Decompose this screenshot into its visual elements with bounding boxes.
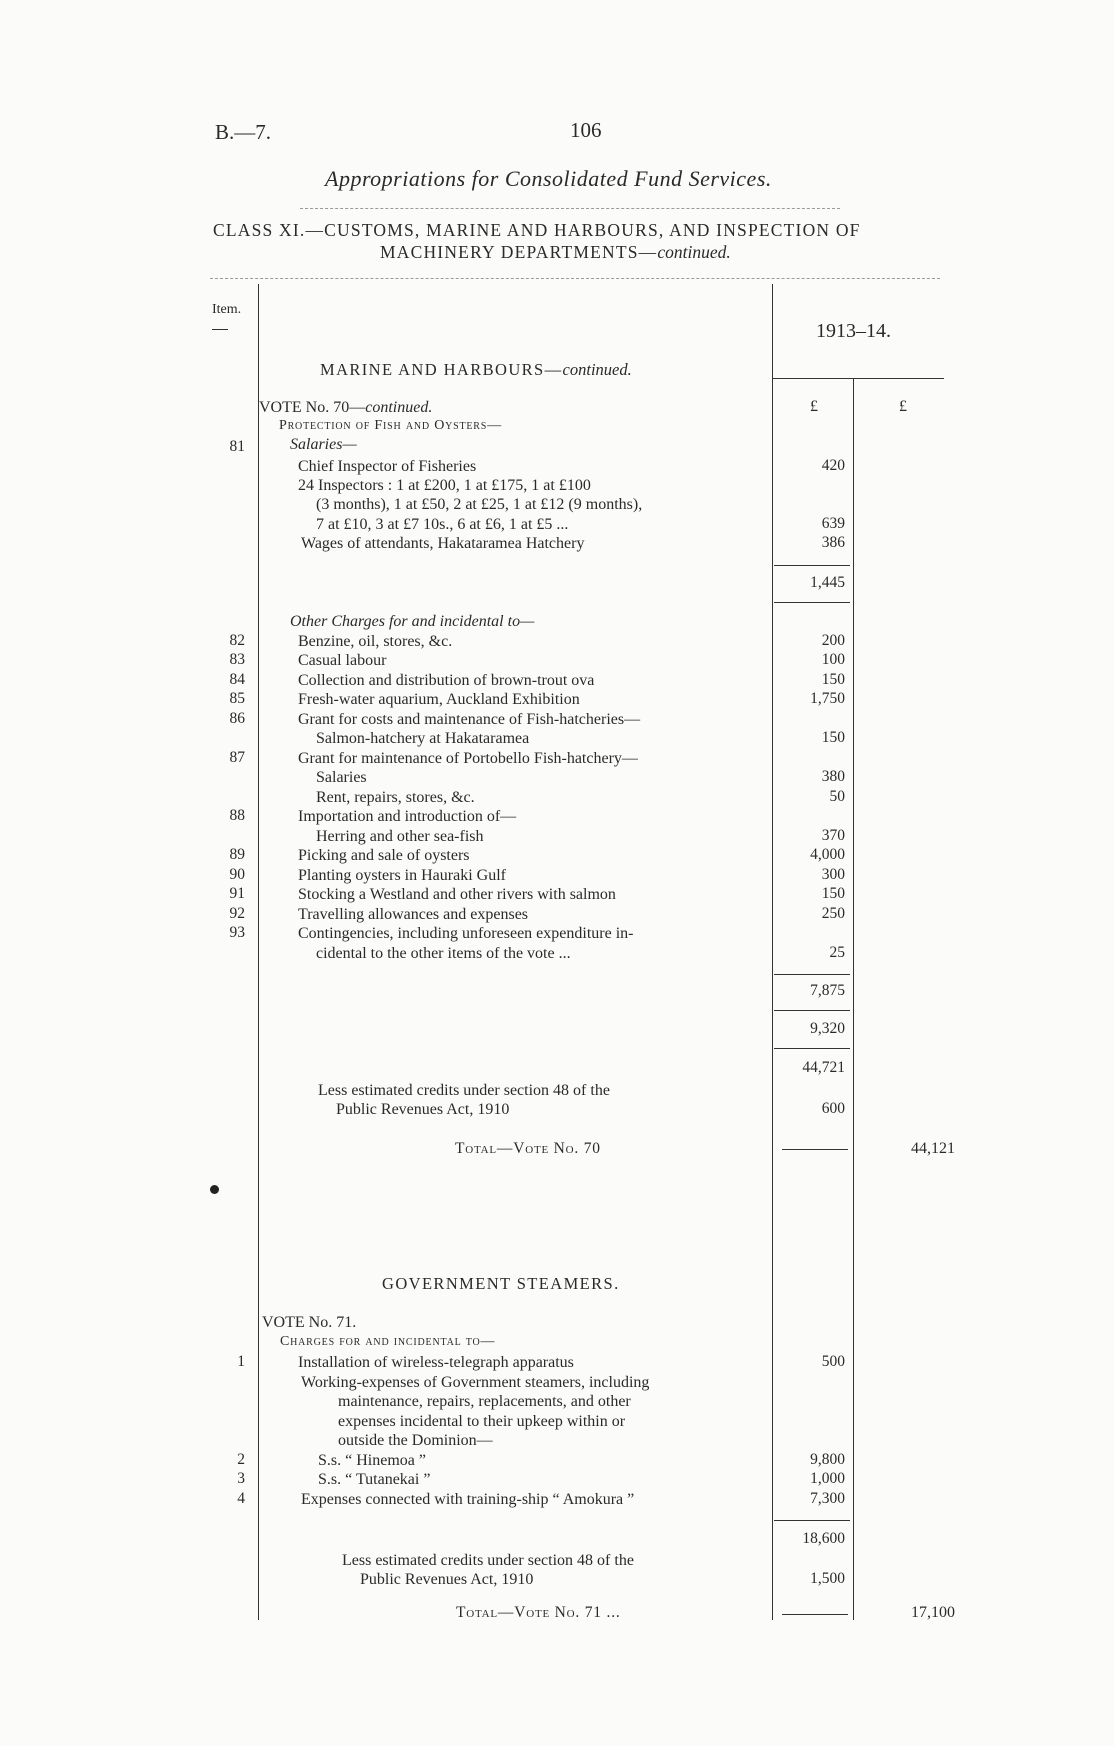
credits-line-2: Public Revenues Act, 1910	[360, 1571, 534, 1588]
page-speck	[210, 1185, 219, 1194]
currency-symbol-1: £	[810, 398, 818, 415]
line-amount: 150	[821, 671, 845, 688]
subtotal-rule	[774, 1010, 850, 1011]
credits-line-2: Public Revenues Act, 1910	[336, 1101, 510, 1118]
line-amount: 639	[821, 515, 845, 532]
item-number: 92	[229, 905, 245, 922]
line-description: Installation of wireless-telegraph apparatus	[298, 1354, 574, 1371]
item-number: 1	[237, 1353, 245, 1370]
line-description: cidental to the other items of the vote ...	[316, 945, 571, 962]
currency-symbol-2: £	[899, 398, 907, 415]
protection-subhead: Protection of Fish and Oysters—	[279, 418, 502, 433]
item-number: 83	[229, 651, 245, 668]
line-description: Collection and distribution of brown-trout ova	[298, 672, 595, 689]
line-description: Chief Inspector of Fisheries	[298, 458, 477, 475]
line-description: Wages of attendants, Hakataramea Hatchery	[301, 535, 585, 552]
line-amount: 100	[821, 651, 845, 668]
subtotal-rule	[774, 1520, 850, 1521]
line-description: expenses incidental to their upkeep within or	[338, 1413, 626, 1430]
subtotal-rule	[774, 602, 850, 603]
credits-amount: 600	[821, 1100, 845, 1117]
line-amount: 200	[821, 632, 845, 649]
vote-70-text: VOTE No. 70—	[259, 399, 366, 416]
item-number: 3	[237, 1470, 245, 1487]
vote-71-total-label: Total—Vote No. 71 ...	[456, 1604, 621, 1621]
line-description: Fresh-water aquarium, Auckland Exhibition	[298, 691, 580, 708]
class-rule	[210, 278, 940, 279]
item-header-rule	[212, 329, 228, 330]
title-rule	[300, 208, 840, 209]
line-description: maintenance, repairs, replacements, and other	[338, 1393, 631, 1410]
line-description: Importation and introduction of—	[298, 808, 517, 825]
vote-70-total-label: Total—Vote No. 70	[455, 1140, 601, 1157]
year-header-rule	[772, 378, 944, 379]
line-amount: 420	[821, 457, 845, 474]
salaries-label: Salaries—	[290, 436, 357, 453]
item-column-header: Item.	[212, 302, 242, 317]
line-description: S.s. “ Hinemoa ”	[318, 1452, 426, 1469]
other-charges-label: Other Charges for and incidental to—	[290, 613, 535, 630]
line-amount: 4,000	[810, 846, 845, 863]
salaries-subtotal: 1,445	[810, 574, 845, 591]
vote-71-heading: VOTE No. 71.	[262, 1314, 357, 1331]
line-description: Casual labour	[298, 652, 387, 669]
line-amount: 7,300	[810, 1490, 845, 1507]
line-description: Herring and other sea-fish	[316, 828, 484, 845]
line-amount: 380	[821, 768, 845, 785]
line-description: S.s. “ Tutanekai ”	[318, 1471, 431, 1488]
total-rule	[782, 1149, 848, 1150]
item-number: 85	[229, 690, 245, 707]
line-description: Expenses connected with training-ship “ Amokura ”	[301, 1491, 635, 1508]
class-heading-line1: CLASS XI.—CUSTOMS, MARINE AND HARBOURS, AND INSPECTION OF	[213, 220, 861, 240]
item-number: 88	[229, 807, 245, 824]
line-amount: 370	[821, 827, 845, 844]
item-number: 81	[229, 438, 245, 455]
year-column-header: 1913–14.	[816, 320, 891, 342]
document-reference: B.—7.	[215, 120, 272, 144]
vote-71-gross: 18,600	[802, 1530, 845, 1547]
credits-amount: 1,500	[810, 1570, 845, 1587]
vote-70-total-amount: 44,121	[911, 1140, 955, 1157]
line-description: 7 at £10, 3 at £7 10s., 6 at £6, 1 at £5 ...	[316, 516, 569, 533]
item-column-divider	[258, 284, 259, 1620]
line-description: Rent, repairs, stores, &c.	[316, 789, 475, 806]
item-number: 2	[237, 1451, 245, 1468]
line-description: 24 Inspectors : 1 at £200, 1 at £175, 1 at £100	[298, 477, 591, 494]
class-heading-text: MACHINERY DEPARTMENTS—	[380, 242, 658, 262]
line-description: Travelling allowances and expenses	[298, 906, 529, 923]
item-number: 87	[229, 749, 245, 766]
item-number: 84	[229, 671, 245, 688]
line-description: Stocking a Westland and other rivers with salmon	[298, 886, 616, 903]
line-amount: 1,750	[810, 690, 845, 707]
page-title: Appropriations for Consolidated Fund Services.	[325, 166, 772, 191]
line-description: Benzine, oil, stores, &c.	[298, 633, 453, 650]
amount-column-divider	[772, 284, 773, 1620]
item-number: 4	[237, 1490, 245, 1507]
line-amount: 500	[821, 1353, 845, 1370]
line-description: Working-expenses of Government steamers, including	[301, 1374, 650, 1391]
item-number: 91	[229, 885, 245, 902]
marine-heading-text: MARINE AND HARBOURS—	[320, 360, 563, 379]
line-amount: 250	[821, 905, 845, 922]
vote-70-heading	[259, 398, 432, 418]
line-description: Salaries	[316, 769, 367, 786]
vote-70-suffix: continued.	[365, 399, 433, 416]
line-description: Grant for maintenance of Portobello Fish-hatchery—	[298, 750, 638, 767]
subtotal-rule	[774, 565, 850, 566]
other-charges-subtotal: 7,875	[810, 982, 845, 999]
credits-line-1: Less estimated credits under section 48 of the	[342, 1552, 634, 1569]
item-number: 89	[229, 846, 245, 863]
line-description: (3 months), 1 at £50, 2 at £25, 1 at £12 (9 months),	[316, 496, 643, 513]
line-description: Contingencies, including unforeseen expenditure in-	[298, 925, 634, 942]
line-amount: 25	[829, 944, 845, 961]
line-amount: 50	[829, 788, 845, 805]
class-heading-suffix: continued.	[657, 242, 731, 262]
line-amount: 386	[821, 534, 845, 551]
subtotal-column-divider	[853, 378, 854, 1620]
item-number: 93	[229, 924, 245, 941]
marine-heading-suffix: continued.	[562, 360, 632, 379]
vote-70-gross: 44,721	[802, 1059, 845, 1076]
page-number: 106	[570, 118, 602, 142]
line-description: Picking and sale of oysters	[298, 847, 470, 864]
line-amount: 300	[821, 866, 845, 883]
section-heading-marine	[320, 360, 632, 380]
line-amount: 150	[821, 885, 845, 902]
credits-line-1: Less estimated credits under section 48 of the	[318, 1082, 610, 1099]
line-description: Salmon-hatchery at Hakataramea	[316, 730, 530, 747]
item-number: 90	[229, 866, 245, 883]
line-amount: 1,000	[810, 1470, 845, 1487]
item-number: 82	[229, 632, 245, 649]
vote-71-total-amount: 17,100	[911, 1604, 955, 1621]
subtotal-rule	[774, 974, 850, 975]
subtotal-rule	[774, 1048, 850, 1049]
section-heading-steamers: GOVERNMENT STEAMERS.	[382, 1274, 620, 1293]
total-rule	[782, 1614, 848, 1615]
line-description: Grant for costs and maintenance of Fish-hatcheries—	[298, 711, 641, 728]
line-description: Planting oysters in Hauraki Gulf	[298, 867, 506, 884]
charges-subhead: Charges for and incidental to—	[280, 1334, 496, 1349]
line-amount: 9,800	[810, 1451, 845, 1468]
item-number: 86	[229, 710, 245, 727]
class-heading-line2	[380, 242, 731, 263]
line-amount: 150	[821, 729, 845, 746]
line-description: outside the Dominion—	[338, 1432, 493, 1449]
fish-oysters-total: 9,320	[810, 1020, 845, 1037]
